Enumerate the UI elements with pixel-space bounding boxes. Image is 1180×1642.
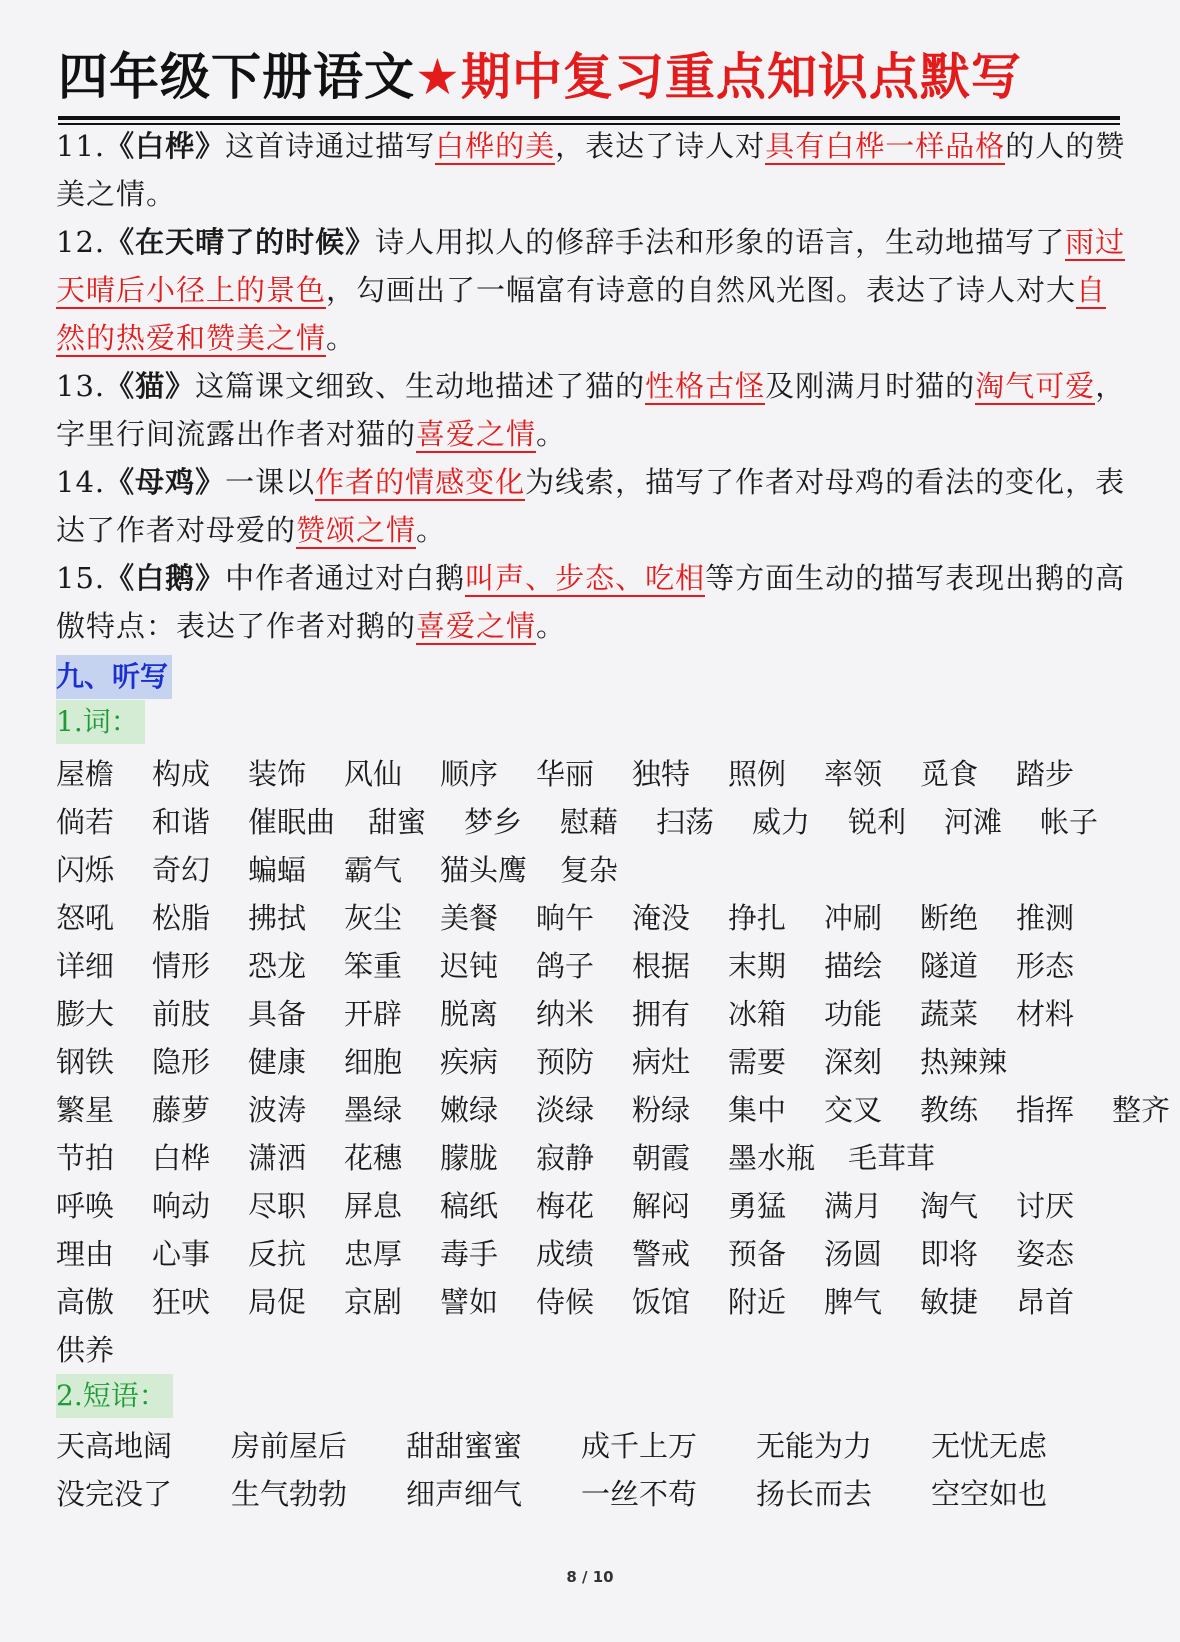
word: 饭馆 bbox=[632, 1284, 691, 1319]
word: 觅食 bbox=[920, 756, 979, 791]
word: 嫩绿 bbox=[440, 1092, 499, 1127]
knowledge-item bbox=[56, 218, 1126, 362]
word: 河滩 bbox=[944, 804, 1003, 839]
word: 即将 bbox=[920, 1236, 979, 1271]
word: 细胞 bbox=[344, 1044, 403, 1079]
phrases-list bbox=[56, 1420, 1106, 1516]
item-text: ，勾画出了一幅富有诗意的自然风光图。表达了诗人对大 bbox=[326, 273, 1077, 307]
word: 解闷 bbox=[632, 1188, 691, 1223]
word: 屋檐 bbox=[56, 756, 115, 791]
word: 推测 bbox=[1016, 900, 1075, 935]
knowledge-item bbox=[56, 458, 1126, 554]
word: 冰箱 bbox=[728, 996, 787, 1031]
word: 集中 bbox=[728, 1092, 787, 1127]
word: 寂静 bbox=[536, 1140, 595, 1175]
word-row bbox=[56, 844, 1136, 892]
word: 响动 bbox=[152, 1188, 211, 1223]
item-text: 。 bbox=[416, 513, 447, 547]
word: 具备 bbox=[248, 996, 307, 1031]
phrase: 没完没了 bbox=[56, 1476, 173, 1511]
word: 疾病 bbox=[440, 1044, 499, 1079]
title-part1: 四年级下册语文 bbox=[58, 48, 415, 106]
word: 尽职 bbox=[248, 1188, 307, 1223]
word: 忠厚 bbox=[344, 1236, 403, 1271]
word: 预防 bbox=[536, 1044, 595, 1079]
word: 梦乡 bbox=[464, 804, 523, 839]
word: 华丽 bbox=[536, 756, 595, 791]
word: 整齐 bbox=[1112, 1092, 1171, 1127]
word: 深刻 bbox=[824, 1044, 883, 1079]
word: 教练 bbox=[920, 1092, 979, 1127]
word: 独特 bbox=[632, 756, 691, 791]
word: 附近 bbox=[728, 1284, 787, 1319]
word: 需要 bbox=[728, 1044, 787, 1079]
word: 晌午 bbox=[536, 900, 595, 935]
word: 迟钝 bbox=[440, 948, 499, 983]
phrase: 一丝不苟 bbox=[581, 1476, 698, 1511]
word: 鸽子 bbox=[536, 948, 595, 983]
word: 病灶 bbox=[632, 1044, 691, 1079]
item-number: 15. bbox=[56, 561, 106, 595]
word: 隧道 bbox=[920, 948, 979, 983]
knowledge-item bbox=[56, 554, 1126, 650]
answer-blank: 叫声、步态、吃相 bbox=[465, 561, 706, 595]
word: 理由 bbox=[56, 1236, 115, 1271]
phrase-row bbox=[56, 1468, 1106, 1516]
word: 预备 bbox=[728, 1236, 787, 1271]
word: 风仙 bbox=[344, 756, 403, 791]
answer-blank: 白桦的美 bbox=[435, 129, 556, 163]
word: 成绩 bbox=[536, 1236, 595, 1271]
word: 顺序 bbox=[440, 756, 499, 791]
word: 昂首 bbox=[1016, 1284, 1075, 1319]
word: 构成 bbox=[152, 756, 211, 791]
item-text: 。 bbox=[536, 609, 567, 643]
item-text: 。 bbox=[536, 417, 567, 451]
word: 蔬菜 bbox=[920, 996, 979, 1031]
word: 慰藉 bbox=[560, 804, 619, 839]
answer-blank: 喜爱之情 bbox=[416, 417, 537, 451]
word: 侍候 bbox=[536, 1284, 595, 1319]
word: 钢铁 bbox=[56, 1044, 115, 1079]
word: 松脂 bbox=[152, 900, 211, 935]
title-underline bbox=[58, 116, 1120, 120]
word: 锐利 bbox=[848, 804, 907, 839]
word: 毛茸茸 bbox=[848, 1140, 936, 1175]
item-text: 一课以 bbox=[225, 465, 316, 499]
word: 墨绿 bbox=[344, 1092, 403, 1127]
word: 灰尘 bbox=[344, 900, 403, 935]
knowledge-item bbox=[56, 122, 1126, 218]
word: 姿态 bbox=[1016, 1236, 1075, 1271]
item-title: 《在天晴了的时候》 bbox=[105, 225, 376, 259]
word: 率领 bbox=[824, 756, 883, 791]
word: 波涛 bbox=[248, 1092, 307, 1127]
word: 材料 bbox=[1016, 996, 1075, 1031]
word: 粉绿 bbox=[632, 1092, 691, 1127]
word: 拂拭 bbox=[248, 900, 307, 935]
answer-blank: 具有白桦一样品格 bbox=[765, 129, 1006, 163]
word: 屏息 bbox=[344, 1188, 403, 1223]
phrase: 空空如也 bbox=[931, 1476, 1048, 1511]
item-text: 及刚满月时猫的 bbox=[765, 369, 976, 403]
phrase: 扬长而去 bbox=[756, 1476, 873, 1511]
answer-blank: 喜爱之情 bbox=[416, 609, 537, 643]
word: 潇洒 bbox=[248, 1140, 307, 1175]
section-heading: 九、听写 bbox=[56, 655, 172, 699]
word: 拥有 bbox=[632, 996, 691, 1031]
word: 梅花 bbox=[536, 1188, 595, 1223]
word: 勇猛 bbox=[728, 1188, 787, 1223]
answer-blank: 作者的情感变化 bbox=[315, 465, 526, 499]
item-number: 14. bbox=[56, 465, 106, 499]
word: 脾气 bbox=[824, 1284, 883, 1319]
phrase: 细声细气 bbox=[406, 1476, 523, 1511]
item-text: 的人的赞美之情。 bbox=[56, 129, 1126, 211]
word: 朝霞 bbox=[632, 1140, 691, 1175]
item-text: 诗人用拟人的修辞手法和形象的语言，生动地描写了 bbox=[375, 225, 1066, 259]
answer-blank: 性格古怪 bbox=[645, 369, 766, 403]
item-title: 《猫》 bbox=[105, 369, 196, 403]
phrase: 无能为力 bbox=[756, 1428, 873, 1463]
word: 墨水瓶 bbox=[728, 1140, 816, 1175]
word: 脱离 bbox=[440, 996, 499, 1031]
word: 猫头鹰 bbox=[440, 852, 528, 887]
word: 怒吼 bbox=[56, 900, 115, 935]
item-title: 《白鹅》 bbox=[105, 561, 226, 595]
word: 功能 bbox=[824, 996, 883, 1031]
word: 和谐 bbox=[152, 804, 211, 839]
word-row bbox=[56, 1132, 1136, 1180]
phrase: 房前屋后 bbox=[231, 1428, 348, 1463]
word: 详细 bbox=[56, 948, 115, 983]
word: 装饰 bbox=[248, 756, 307, 791]
word: 敏捷 bbox=[920, 1284, 979, 1319]
word-row bbox=[56, 748, 1136, 796]
word: 健康 bbox=[248, 1044, 307, 1079]
word: 交叉 bbox=[824, 1092, 883, 1127]
word: 局促 bbox=[248, 1284, 307, 1319]
word: 心事 bbox=[152, 1236, 211, 1271]
word: 满月 bbox=[824, 1188, 883, 1223]
word-row bbox=[56, 1180, 1136, 1228]
item-text: 这篇课文细致、生动地描述了猫的 bbox=[195, 369, 646, 403]
word: 扫荡 bbox=[656, 804, 715, 839]
phrase: 成千上万 bbox=[581, 1428, 698, 1463]
phrase: 无忧无虑 bbox=[931, 1428, 1048, 1463]
word: 开辟 bbox=[344, 996, 403, 1031]
item-number: 11. bbox=[56, 129, 106, 163]
word: 呼唤 bbox=[56, 1188, 115, 1223]
word: 花穗 bbox=[344, 1140, 403, 1175]
item-text: 中作者通过对白鹅 bbox=[225, 561, 466, 595]
word-row bbox=[56, 1036, 1136, 1084]
word: 断绝 bbox=[920, 900, 979, 935]
word: 冲刷 bbox=[824, 900, 883, 935]
word: 警戒 bbox=[632, 1236, 691, 1271]
word: 京剧 bbox=[344, 1284, 403, 1319]
item-text: ，表达了诗人对 bbox=[555, 129, 766, 163]
word: 描绘 bbox=[824, 948, 883, 983]
knowledge-item bbox=[56, 362, 1126, 458]
phrase: 甜甜蜜蜜 bbox=[406, 1428, 523, 1463]
word-row bbox=[56, 1084, 1171, 1132]
word: 狂吠 bbox=[152, 1284, 211, 1319]
phrase: 生气勃勃 bbox=[231, 1476, 348, 1511]
star-icon: ★ bbox=[415, 48, 461, 106]
item-title: 《母鸡》 bbox=[105, 465, 226, 499]
word: 藤萝 bbox=[152, 1092, 211, 1127]
answer-blank: 自然的热爱和赞美之情 bbox=[56, 273, 1107, 355]
word: 指挥 bbox=[1016, 1092, 1075, 1127]
word: 朦胧 bbox=[440, 1140, 499, 1175]
word: 节拍 bbox=[56, 1140, 115, 1175]
item-number: 13. bbox=[56, 369, 106, 403]
answer-blank: 雨过天晴后小径上的景色 bbox=[56, 225, 1126, 307]
phrase: 天高地阔 bbox=[56, 1428, 173, 1463]
word: 帐子 bbox=[1040, 804, 1099, 839]
item-text: 。 bbox=[326, 321, 357, 355]
word: 白桦 bbox=[152, 1140, 211, 1175]
answer-blank: 赞颂之情 bbox=[296, 513, 417, 547]
item-title: 《白桦》 bbox=[105, 129, 226, 163]
word: 高傲 bbox=[56, 1284, 115, 1319]
phrase-row bbox=[56, 1420, 1106, 1468]
word: 蝙蝠 bbox=[248, 852, 307, 887]
word: 踏步 bbox=[1016, 756, 1075, 791]
word: 毒手 bbox=[440, 1236, 499, 1271]
word: 反抗 bbox=[248, 1236, 307, 1271]
word: 末期 bbox=[728, 948, 787, 983]
word: 挣扎 bbox=[728, 900, 787, 935]
word: 形态 bbox=[1016, 948, 1075, 983]
word: 情形 bbox=[152, 948, 211, 983]
word: 倘若 bbox=[56, 804, 115, 839]
words-heading: 1.词： bbox=[56, 700, 145, 744]
item-text: 这首诗通过描写 bbox=[225, 129, 436, 163]
word: 奇幻 bbox=[152, 852, 211, 887]
word-row bbox=[56, 988, 1136, 1036]
word: 威力 bbox=[752, 804, 811, 839]
item-text: 等方面生动的描写表现出鹅的高傲特点：表达了作者对鹅的 bbox=[56, 561, 1126, 643]
item-text: ，字里行间流露出作者对猫的 bbox=[56, 369, 1126, 451]
word: 讨厌 bbox=[1016, 1188, 1075, 1223]
word-row bbox=[56, 1324, 1136, 1372]
item-text: 为线索，描写了作者对母鸡的看法的变化，表达了作者对母爱的 bbox=[56, 465, 1126, 547]
word: 热辣辣 bbox=[920, 1044, 1008, 1079]
word: 汤圆 bbox=[824, 1236, 883, 1271]
word: 淘气 bbox=[920, 1188, 979, 1223]
answer-blank: 淘气可爱 bbox=[975, 369, 1096, 403]
page-title bbox=[58, 40, 1120, 114]
word: 供养 bbox=[56, 1332, 115, 1367]
word: 美餐 bbox=[440, 900, 499, 935]
word: 膨大 bbox=[56, 996, 115, 1031]
word-row bbox=[56, 796, 1136, 844]
word: 隐形 bbox=[152, 1044, 211, 1079]
word: 霸气 bbox=[344, 852, 403, 887]
word: 譬如 bbox=[440, 1284, 499, 1319]
knowledge-list bbox=[56, 122, 1126, 650]
item-number: 12. bbox=[56, 225, 106, 259]
word: 笨重 bbox=[344, 948, 403, 983]
word: 繁星 bbox=[56, 1092, 115, 1127]
word-row bbox=[56, 940, 1136, 988]
word: 前肢 bbox=[152, 996, 211, 1031]
page-number: 8 / 10 bbox=[566, 1568, 614, 1586]
title-part2: 期中复习重点知识点默写 bbox=[460, 48, 1022, 106]
word: 复杂 bbox=[560, 852, 619, 887]
word-row bbox=[56, 1228, 1136, 1276]
word: 照例 bbox=[728, 756, 787, 791]
word: 稿纸 bbox=[440, 1188, 499, 1223]
word: 淡绿 bbox=[536, 1092, 595, 1127]
word-row bbox=[56, 892, 1136, 940]
word: 闪烁 bbox=[56, 852, 115, 887]
word: 根据 bbox=[632, 948, 691, 983]
phrases-heading: 2.短语： bbox=[56, 1374, 173, 1418]
word: 恐龙 bbox=[248, 948, 307, 983]
word: 纳米 bbox=[536, 996, 595, 1031]
word: 甜蜜 bbox=[368, 804, 427, 839]
word: 淹没 bbox=[632, 900, 691, 935]
word: 催眠曲 bbox=[248, 804, 336, 839]
word-row bbox=[56, 1276, 1136, 1324]
words-list bbox=[56, 748, 1171, 1372]
